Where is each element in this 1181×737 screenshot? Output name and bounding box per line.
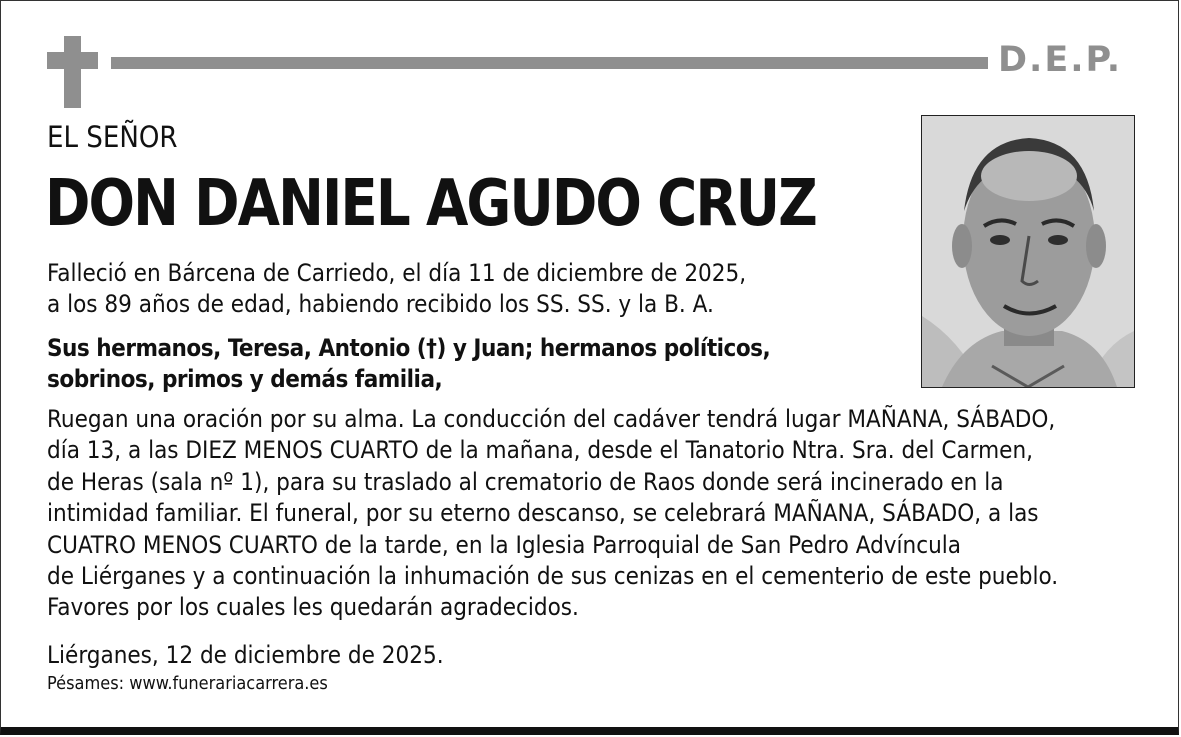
cross-icon <box>64 36 81 108</box>
death-notice-line: a los 89 años de edad, habiendo recibido los SS. SS. y la B. A. <box>47 290 714 318</box>
place-date: Liérganes, 12 de diciembre de 2025. <box>47 641 444 669</box>
title-intro: EL SEÑOR <box>47 120 178 154</box>
deceased-name: DON DANIEL AGUDO CRUZ <box>45 167 816 241</box>
ceremony-line: CUATRO MENOS CUARTO de la tarde, en la Iglesia Parroquial de San Pedro Advíncula <box>47 530 962 559</box>
cross-icon-bar <box>47 52 98 69</box>
ceremony-details <box>47 404 1058 624</box>
portrait-icon <box>922 116 1134 387</box>
death-notice-line: Falleció en Bárcena de Carriedo, el día 11 de diciembre de 2025, <box>47 259 747 287</box>
condolences-link: Pésames: www.funerariacarrera.es <box>47 673 328 694</box>
family-line: sobrinos, primos y demás familia, <box>47 365 443 393</box>
ceremony-line: Ruegan una oración por su alma. La conducción del cadáver tendrá lugar MAÑANA, SÁBADO, <box>47 405 1056 433</box>
portrait-photo <box>921 115 1135 388</box>
family-line: Sus hermanos, Teresa, Antonio (†) y Juan; hermanos políticos, <box>47 334 771 362</box>
ceremony-line: Favores por los cuales les quedarán agradecidos. <box>47 593 579 622</box>
ceremony-line: día 13, a las DIEZ MENOS CUARTO de la mañana, desde el Tanatorio Ntra. Sra. del Carmen, <box>47 436 1033 465</box>
header-rule <box>111 57 988 69</box>
family-list <box>47 333 770 395</box>
death-notice <box>47 258 746 320</box>
ceremony-line: intimidad familiar. El funeral, por su eterno descanso, se celebrará MAÑANA, SÁBADO, a las <box>47 499 1039 528</box>
ceremony-line: de Heras (sala nº 1), para su traslado al crematorio de Raos donde será incinerado en la <box>47 467 1004 496</box>
dep-label: D.E.P. <box>998 40 1123 80</box>
ceremony-line: de Liérganes y a continuación la inhumación de sus cenizas en el cementerio de este pueblo. <box>47 562 1059 591</box>
